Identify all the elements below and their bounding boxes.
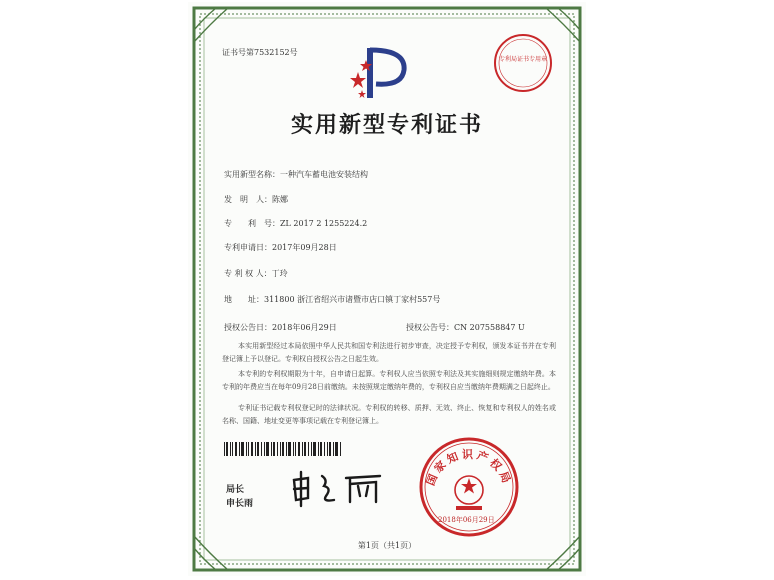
director-name: 申长雨 (226, 499, 254, 509)
field-patent-number: 专 利 号：ZL 2017 2 1255224.2 (224, 219, 368, 228)
certificate-sheet (188, 2, 586, 576)
seal-main-text: 国家知识产权局 (423, 448, 515, 488)
patent-office-logo (348, 42, 418, 102)
page-number: 第1页（共1页） (357, 541, 417, 550)
paragraph-term: 本专利的专利权期限为十年，自申请日起算。专利权人应当依照专利法及其实施细则规定缴纳年费。本专利的年费应当在每年09月28日前缴纳。未按照规定缴纳年费的，专利权自应当缴纳年费期满之日起终止。 (222, 370, 556, 391)
field-filing-date: 专利申请日：2017年09月28日 (224, 243, 337, 252)
field-utility-model-name: 实用新型名称：一种汽车蓄电池安装结构 (224, 170, 368, 179)
barcode (224, 442, 342, 456)
paragraph-legal-status: 专利证书记载专利权登记时的法律状况。专利权的转移、质押、无效、终止、恢复和专利权人的姓名或名称、国籍、地址变更等事项记载在专利登记簿上。 (222, 404, 556, 425)
field-grant-number: 授权公告号：CN 207558847 U (406, 323, 525, 332)
field-patentee: 专 利 权 人：丁玲 (224, 269, 288, 278)
field-inventor: 发 明 人：陈娜 (224, 195, 288, 204)
field-address: 地 址：311800 浙江省绍兴市诸暨市店口镇丁家村557号 (224, 295, 441, 304)
seal-top-stamp (492, 32, 554, 94)
certificate-title: 实用新型专利证书 (290, 113, 483, 138)
paragraph-grant: 本实用新型经过本局依照中华人民共和国专利法进行初步审查，决定授予专利权，颁发本证书并在专利登记簿上予以登记。专利权自授权公告之日起生效。 (222, 342, 556, 363)
field-grant-date: 授权公告日：2018年06月29日 (224, 323, 337, 332)
seal-date: 2018年06月29日 (438, 516, 495, 524)
seal-top-text: 专利局证书专用章 (498, 56, 548, 63)
certificate-number: 证书号第7532152号 (222, 48, 298, 57)
director-signature (288, 468, 392, 508)
director-title: 局长 (226, 485, 245, 495)
